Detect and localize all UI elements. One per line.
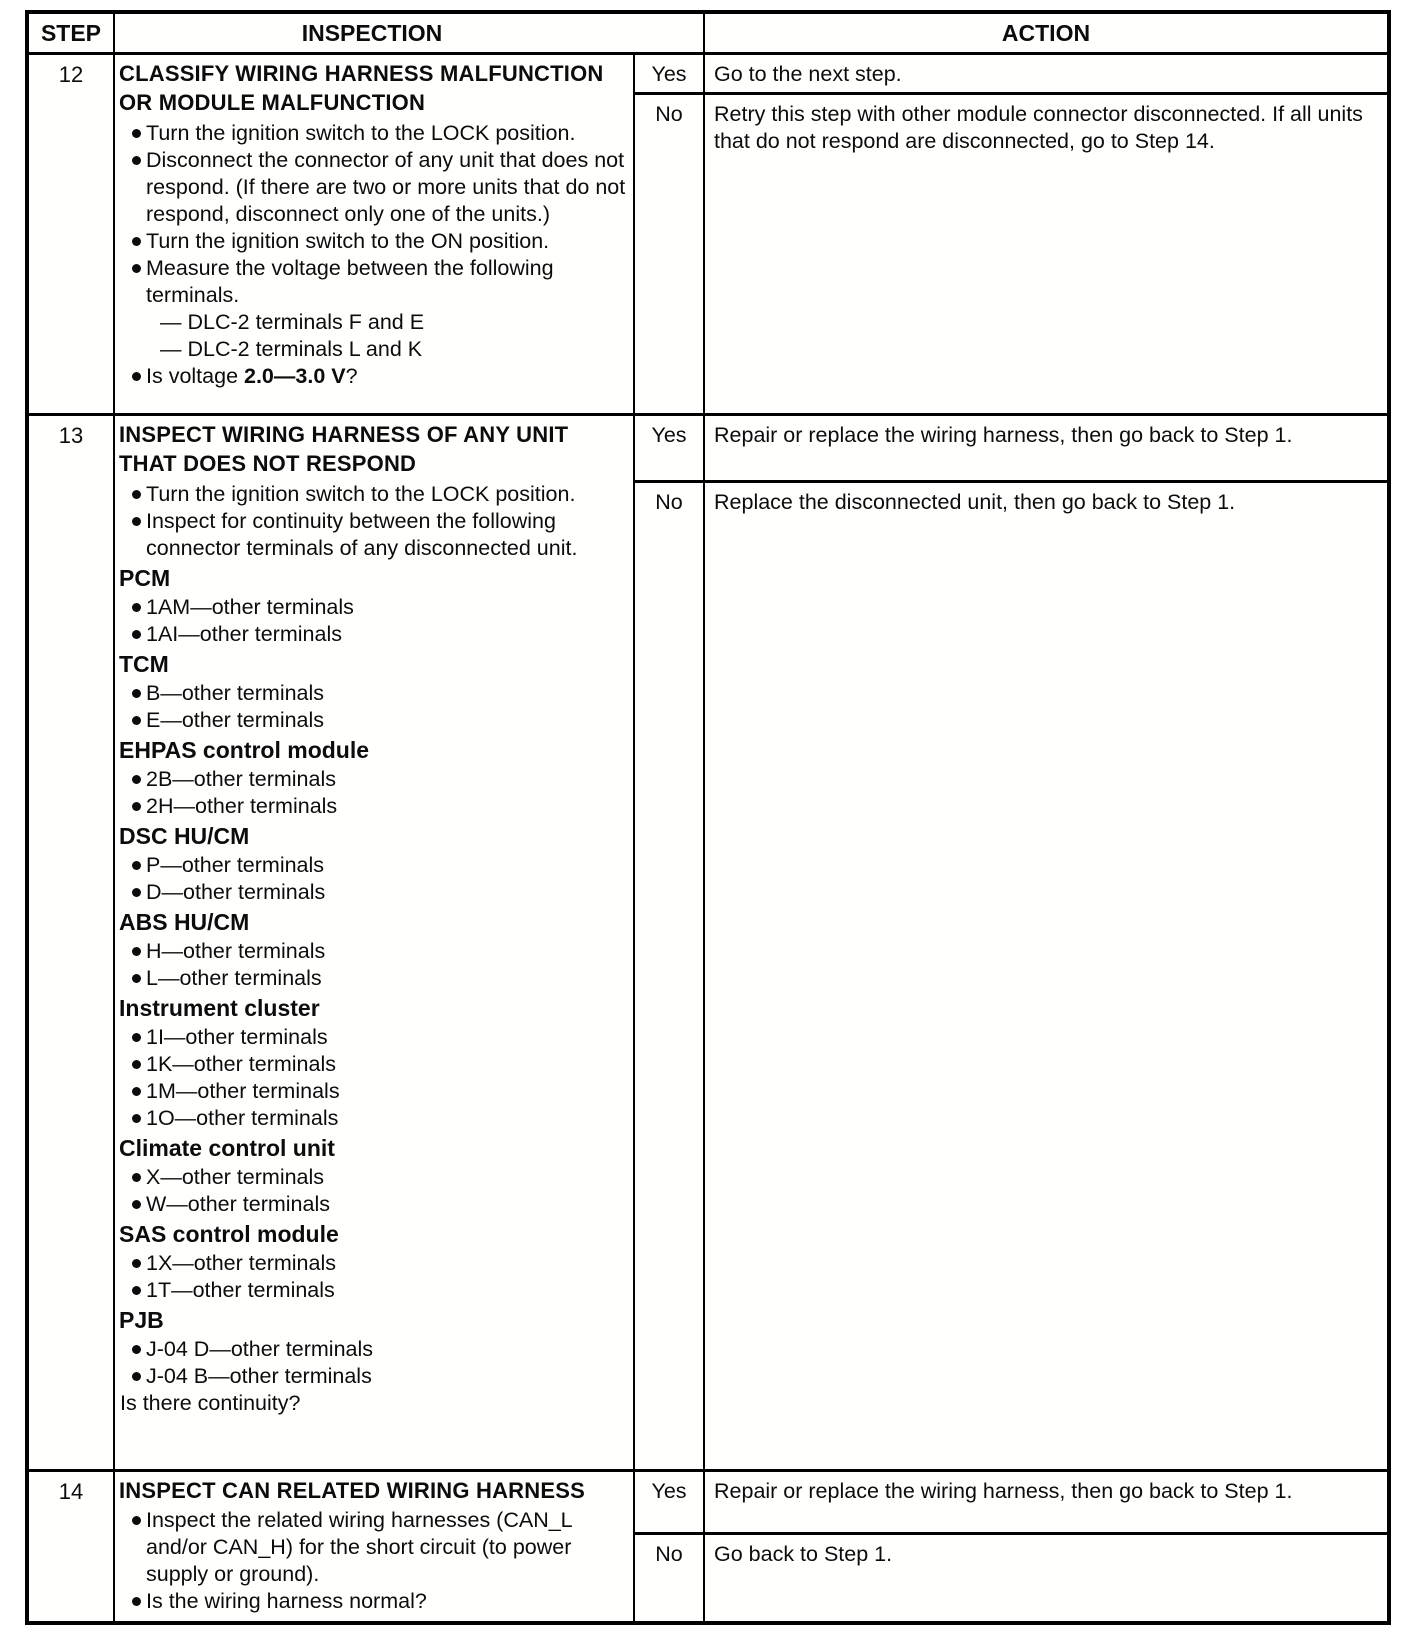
troubleshooting-table (25, 10, 1391, 1625)
list-item: Turn the ignition switch to the LOCK position. (119, 481, 629, 508)
yes-action-cell: Repair or replace the wiring harness, then go back to Step 1. (703, 416, 1387, 483)
section-heading: EHPAS control module (119, 737, 370, 763)
list-item: D—other terminals (119, 879, 629, 906)
list-item: Turn the ignition switch to the LOCK position. (119, 120, 629, 147)
header-inspection: INSPECTION (113, 14, 703, 52)
list-item: L—other terminals (119, 965, 629, 992)
list-item: 1AI—other terminals (119, 621, 629, 648)
list-item: 1I—other terminals (119, 1024, 629, 1051)
bullet-icon (119, 1336, 146, 1363)
yes-action-cell: Repair or replace the wiring harness, then go back to Step 1. (703, 1472, 1387, 1535)
bullet-icon (119, 255, 146, 309)
list-item: 2H—other terminals (119, 793, 629, 820)
bullet-icon (119, 228, 146, 255)
list-item: X—other terminals (119, 1164, 629, 1191)
header-action: ACTION (703, 14, 1387, 52)
bullet-icon (119, 793, 146, 820)
list-item: P—other terminals (119, 852, 629, 879)
section-heading: ABS HU/CM (119, 909, 250, 935)
step-number: 13 (58, 423, 84, 448)
list-item: 1T—other terminals (119, 1277, 629, 1304)
yes-action-cell: Go to the next step. (703, 55, 1387, 95)
sub-item: — DLC-2 terminals L and K (160, 337, 423, 361)
no-cell: No (633, 95, 703, 413)
section-heading: PJB (119, 1307, 164, 1333)
table-row-step-13 (29, 413, 1387, 1469)
bullet-icon (119, 680, 146, 707)
bullet-icon (119, 852, 146, 879)
list-item: Measure the voltage between the following terminals. (119, 255, 629, 309)
bullet-icon (119, 1507, 146, 1588)
bullet-icon (119, 1191, 146, 1218)
table-row-step-14 (29, 1469, 1387, 1621)
bullet-icon (119, 147, 146, 228)
list-item: Disconnect the connector of any unit that does not respond. (If there are two or more units that do not respond, disconnect only one of the units.) (119, 147, 629, 228)
list-item: B—other terminals (119, 680, 629, 707)
bullet-icon (119, 508, 146, 562)
bullet-icon (119, 766, 146, 793)
inspection-title: INSPECT CAN RELATED WIRING HARNESS (119, 1478, 585, 1503)
list-item: H—other terminals (119, 938, 629, 965)
list-item: 1K—other terminals (119, 1051, 629, 1078)
bullet-icon (119, 1277, 146, 1304)
header-step: STEP (40, 20, 102, 46)
bullet-icon (119, 707, 146, 734)
section-heading: Climate control unit (119, 1135, 335, 1161)
list-item: Inspect the related wiring harnesses (CAN_L and/or CAN_H) for the short circuit (to power supply or ground). (119, 1507, 629, 1588)
bullet-icon (119, 363, 146, 390)
section-heading: SAS control module (119, 1221, 339, 1247)
list-item: Inspect for continuity between the following connector terminals of any disconnected unit. (119, 508, 629, 562)
bullet-icon (119, 1051, 146, 1078)
bullet-icon (119, 1078, 146, 1105)
bullet-icon (119, 594, 146, 621)
section-heading: Instrument cluster (119, 995, 320, 1021)
bullet-icon (119, 481, 146, 508)
bullet-icon (119, 1024, 146, 1051)
bullet-icon (119, 1164, 146, 1191)
list-item: 1M—other terminals (119, 1078, 629, 1105)
list-item-question: Is the wiring harness normal? (119, 1588, 629, 1615)
list-item: 1X—other terminals (119, 1250, 629, 1277)
step-number: 14 (58, 1479, 84, 1504)
bullet-icon (119, 1363, 146, 1390)
no-cell: No (633, 1535, 703, 1621)
bullet-icon (119, 621, 146, 648)
yes-cell: Yes (633, 55, 703, 95)
table-header-row (29, 14, 1387, 55)
no-cell: No (633, 483, 703, 1469)
list-item: W—other terminals (119, 1191, 629, 1218)
step-number: 12 (58, 62, 84, 87)
bullet-icon (119, 1250, 146, 1277)
bullet-icon (119, 120, 146, 147)
section-heading: PCM (119, 565, 171, 591)
list-item: E—other terminals (119, 707, 629, 734)
list-item-question: Is voltage 2.0—3.0 V? (119, 363, 629, 390)
inspection-title: INSPECT WIRING HARNESS OF ANY UNIT THAT DOES NOT RESPOND (119, 422, 569, 476)
inspection-cell (113, 416, 633, 1469)
list-item: 2B—other terminals (119, 766, 629, 793)
bullet-icon (119, 879, 146, 906)
list-item: J-04 B—other terminals (119, 1363, 629, 1390)
no-action-cell: Go back to Step 1. (703, 1535, 1387, 1621)
no-action-cell: Replace the disconnected unit, then go back to Step 1. (703, 483, 1387, 1469)
inspection-cell (113, 1472, 633, 1621)
bullet-icon (119, 965, 146, 992)
section-heading: DSC HU/CM (119, 823, 250, 849)
table-row-step-12 (29, 55, 1387, 413)
yes-cell: Yes (633, 416, 703, 483)
list-item: 1O—other terminals (119, 1105, 629, 1132)
bullet-icon (119, 1588, 146, 1615)
list-item: J-04 D—other terminals (119, 1336, 629, 1363)
bullet-icon (119, 938, 146, 965)
footer-question: Is there continuity? (120, 1391, 301, 1415)
sub-item: — DLC-2 terminals F and E (160, 310, 425, 334)
bullet-icon (119, 1105, 146, 1132)
inspection-cell (113, 55, 633, 413)
section-heading: TCM (119, 651, 169, 677)
inspection-title: CLASSIFY WIRING HARNESS MALFUNCTION OR MODULE MALFUNCTION (119, 61, 604, 115)
no-action-cell: Retry this step with other module connector disconnected. If all units that do not respond are disconnected, go to Step 14. (703, 95, 1387, 413)
list-item: 1AM—other terminals (119, 594, 629, 621)
yes-cell: Yes (633, 1472, 703, 1535)
list-item: Turn the ignition switch to the ON position. (119, 228, 629, 255)
